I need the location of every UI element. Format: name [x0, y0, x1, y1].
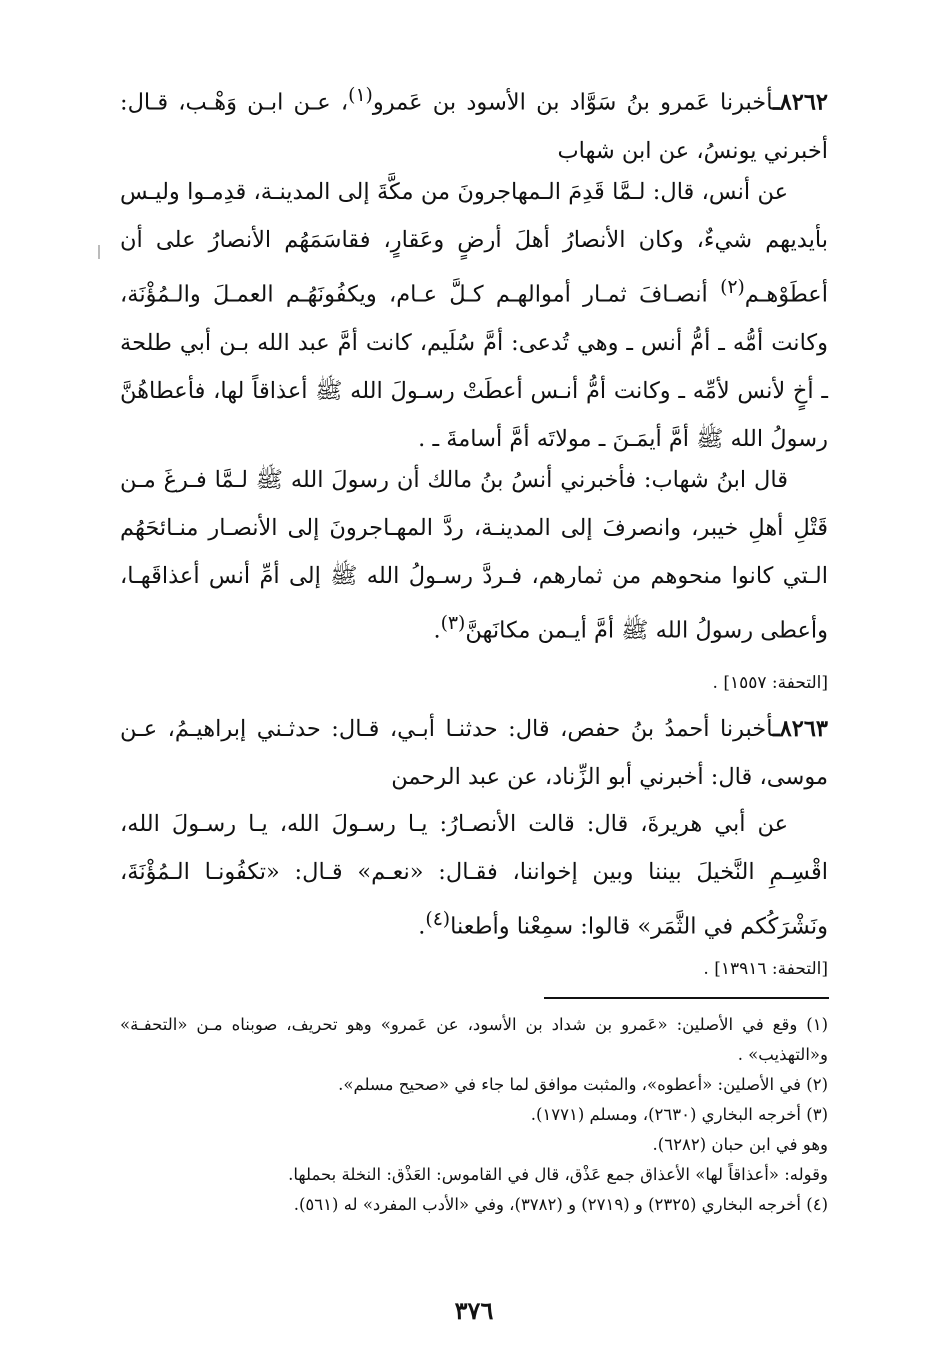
footnote-4: (٤) أخرجه البخاري (٢٣٢٥) و (٢٧١٩) و (٣٧٨٢)، وفي «الأدب المفرد» له (٥٦١).: [293, 1195, 828, 1214]
isnad-text: ، عـن ابـن وَهْـب، قـال: أخبرني يونسُ، عن ابن شهاب: [120, 89, 828, 164]
footnote-3-gloss: وقوله: «أعذاقاً لها» الأعذاق جمع عَذْق، قال في القاموس: العَذْق: النخلة بحملها.: [288, 1165, 828, 1184]
hadith-8262-matn-1: [120, 168, 828, 463]
isnad-text: أخبرنا عَمرو بنُ سَوَّاد بن الأسود بن عَمرو: [372, 89, 774, 116]
margin-mark: [98, 245, 100, 259]
footnote-marker: (١): [348, 85, 373, 106]
footnote-marker: (٤): [425, 909, 451, 930]
hadith-8262-matn-2: قال ابنُ شهاب: فأخبرني أنسُ بنُ مالك أن رسولَ الله ﷺ لـمَّا فـرغَ مـن قَتْلِ أهلِ خيبر، وانصرفَ إلى المدينـة، ردَّ المهـاجرونَ إلى الأنصـار منـائحَهُم الـتي كانوا منحوهم من ثمارهم، فـردَّ رسـولُ الله ﷺ إلى أمِّ أنس أعذاقَهـا، وأعطى رسولُ الله ﷺ أمَّ أيـمن مكانَهنَّ$^{(٣)}$.: [120, 467, 828, 644]
hadith-8263-matn: عن أبي هريرةَ، قال: قالت الأنصـارُ: يـا رسـولَ الله، يـا رسـولَ الله، اقْسِـمِ النَّخيلَ بيننا وبين إخواننا، فقـال: «نعـم» قـال: «تكفُونـا الـمُؤْنَةَ، ونَشْرَكُكم في الثَّمَر» قالوا: سمِعْنا وأطعنا$^{(٤)}$.: [120, 811, 828, 940]
hadith-8262-tuhfa-ref: [التحفة: ١٥٥٧] .: [712, 673, 828, 693]
footnote-3: (٣) أخرجه البخاري (٢٦٣٠)، ومسلم (١٧٧١).: [530, 1105, 828, 1124]
hadith-number: ٨٢٦٣: [779, 716, 828, 742]
footnote-2: (٢) في الأصلين: «أعطوه»، والمثبت موافق لما جاء في «صحيح مسلم».: [338, 1075, 828, 1094]
matn-text: قال ابنُ شهاب: فأخبرني أنسُ بنُ مالك أن رسولَ الله ﷺ لـمَّا فـرغَ مـن قَتْلِ أهلِ خيبر، وانصرفَ إلى المدينـة، ردَّ المهـاجرونَ إلى الأنصـار منـائحَهُم الـتي كانوا منحوهم من ثمارهم، فـردَّ رسـولُ الله ﷺ إلى أمِّ أنس أعذاقَهـا، وأعطى رسولُ الله ﷺ أمَّ أيـمن مكانَهنَّ: [120, 467, 828, 644]
footnote-marker: (٢): [720, 277, 745, 298]
hadith-8263-tuhfa-ref: [التحفة: ١٣٩١٦] .: [703, 959, 828, 979]
hadith-number: ٨٢٦٢: [779, 89, 829, 116]
hadith-8262-isnad: ٨٢٦٢ـأخبرنا عَمرو بنُ سَوَّاد بن الأسود بن عَمرو$^{(١)}$، عـن ابـن وَهْـب، قـال: أخبرني يونسُ، عن ابن شهاب: [120, 85, 829, 164]
matn-text: عن أبي هريرةَ، قال: قالت الأنصـارُ: يـا رسـولَ الله، يـا رسـولَ الله، اقْسِـمِ النَّخيلَ بيننا وبين إخواننا، فقـال: «نعـم» قـال: «تكفُونـا الـمُؤْنَةَ، ونَشْرَكُكم في الثَّمَر» قالوا: سمِعْنا وأطعنا: [120, 811, 828, 940]
footnote-marker: (٣): [440, 613, 466, 634]
footnote-3-continued: وهو في ابن حبان (٦٢٨٢).: [652, 1135, 828, 1154]
footnotes: [120, 1010, 828, 1220]
footnote-1: (١) وقع في الأصلين: «عَمرو بن شداد بن الأسود، عن عَمرو» وهو تحريف، صوبناه مـن «التحفـة» و«التهذيب» .: [120, 1015, 828, 1064]
isnad-text: أخبرنا أحمدُ بنُ حفص، قال: حدثنـا أبـي، قـال: حدثـني إبراهيـمُ، عـن موسى، قال: أخبرني أبو الزِّناد، عن عبد الرحمن: [120, 716, 828, 790]
page-number: ٣٧٦: [454, 1296, 494, 1325]
matn-text: عن أنس، قال: لـمَّا قَدِمَ الـمهاجرونَ من مكَّةَ إلى المدينـة، قدِمـوا وليـس بأيديهم شيءٌ، وكان الأنصارُ أهلَ أرضٍ وعَقارٍ، فقاسَمَهُم الأنصارُ على أن أعطَوْهـم: [120, 179, 828, 308]
hadith-8263-isnad: ٨٢٦٣ـأخبرنا أحمدُ بنُ حفص، قال: حدثنـا أبـي، قـال: حدثـني إبراهيـمُ، عـن موسى، قال: أخبرني أبو الزِّناد، عن عبد الرحمن: [120, 716, 828, 790]
matn-text: أنصـافَ ثمـار أموالهـم كـلَّ عـام، ويكفُونَهُـم العمـلَ والـمُؤْنَة، وكانت أمُّه ـ أمُّ أنس ـ وهي تُدعى: أمَّ سُلَيم، كانت أمَّ عبد الله بـن أبي طلحة ـ أخٍ لأنس لأمِّه ـ وكانت أمُّ أنـس أعطَتْ رسـولَ الله ﷺ أعذاقاً لها، فأعطاهُنَّ رسولُ الله ﷺ أمَّ أيمَـنَ ـ مولاتَه أمَّ أسامةَ ـ .: [120, 281, 828, 452]
footnote-separator: [544, 997, 829, 999]
